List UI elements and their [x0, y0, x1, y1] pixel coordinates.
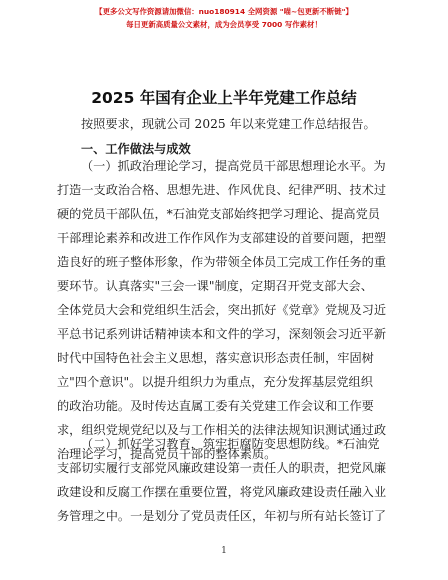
- paragraph-1-line: 硬的党员干部队伍，*石油党支部始终把学习理论、提高党员: [57, 207, 380, 221]
- paragraph-1-line: 平总书记系列讲话精神读本和文件的学习，深刻领会习近平新: [57, 327, 387, 341]
- paragraph-2-line: 务管理之中。一是划分了党员责任区，年初与所有站长签订了: [57, 509, 387, 523]
- paragraph-1-line: 打造一支政治合格、思想先进、作风优良、纪律严明、技术过: [57, 183, 387, 197]
- paragraph-1-line: 立"四个意识"。以提升组织力为重点，充分发挥基层党组织: [57, 375, 373, 389]
- intro-paragraph: 按照要求，现就公司 2025 年以来党建工作总结报告。: [81, 117, 376, 131]
- paragraph-2-line: 政建设和反腐工作摆在重要位置，将党风廉政建设责任融入业: [57, 485, 387, 499]
- paragraph-1-line: 的政治功能。及时传达直属工委有关党建工作会议和工作要: [57, 399, 374, 413]
- promo-banner-line-1: 【更多公文写作资源请加微信：nuo180914 全网资源 "喵~包更新不断链"】: [95, 7, 353, 16]
- section-heading-1: 一、工作做法与成效: [81, 142, 191, 156]
- paragraph-2: [57, 432, 389, 528]
- paragraph-1-line: 全体党员大会和党组织生活会，突出抓好《党章》党规及习近: [57, 303, 387, 317]
- paragraph-1-line: 干部理论素养和改进工作作风作为支部建设的首要问题，把塑: [57, 231, 387, 245]
- paragraph-1-line: 造良好的班子整体形象，作为带领全体员工完成工作任务的重: [57, 255, 387, 269]
- document-title: 2025 年国有企业上半年党建工作总结: [91, 89, 357, 107]
- paragraph-1-line: 要环节。认真落实"三会一课"制度，定期召开党支部大会、: [57, 279, 373, 293]
- paragraph-1-line: 治理论学习，提高党员干部的整体素质。: [57, 447, 277, 461]
- promo-banner-line-2: 每日更新高质量公文素材，成为会员享受 7000 写作素材！: [126, 20, 322, 29]
- page-number: 1: [221, 546, 227, 556]
- paragraph-1-line: 时代中国特色社会主义思想，落实意识形态责任制，牢固树: [57, 351, 374, 365]
- paragraph-2-line: （二）抓好学习教育，筑牢拒腐防变思想防线。*石油党: [81, 437, 380, 451]
- paragraph-1: [57, 154, 389, 466]
- paragraph-1-line: （一）抓政治理论学习，提高党员干部思想理论水平。为: [81, 159, 386, 173]
- paragraph-2-line: 支部切实履行支部党风廉政建设第一责任人的职责，把党风廉: [57, 461, 387, 475]
- paragraph-1-line: 求，组织党规党纪以及与工作相关的法律法规知识测试通过政: [57, 423, 387, 437]
